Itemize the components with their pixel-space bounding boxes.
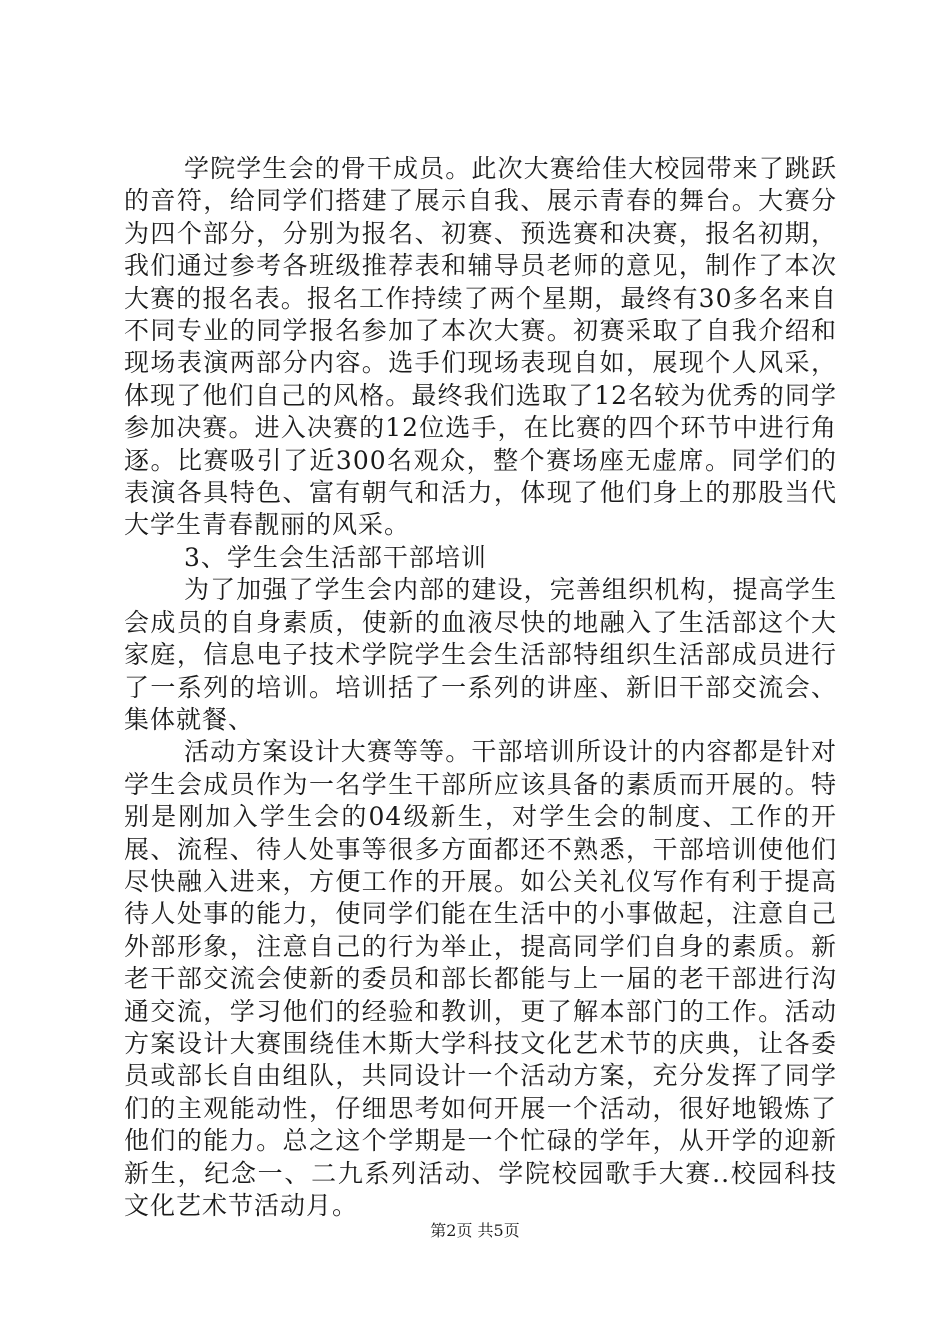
page-number-footer: 第2页 共5页 [430,1221,520,1240]
section-heading: 3、学生会生活部干部培训 [184,542,487,572]
paragraph: 活动方案设计大赛等等。干部培训所设计的内容都是针对学生会成员作为一名学生干部所应该具备的素质而开展的。特别是刚加入学生会的04级新生，对学生会的制度、工作的开展、流程、待人处事等很多方面都还不熟悉，干部培训使他们尽快融入进来，方便工作的开展。如公关礼仪写作有利于提高待人处事的能力，使同学们能在生活中的小事做起，注意自己外部形象，注意自己的行为举止，提高同学们自身的素质。新老干部交流会使新的委员和部长都能与上一届的老干部进行沟通交流，学习他们的经验和教训，更了解本部门的工作。活动方案设计大赛围绕佳木斯大学科技文化艺术节的庆典，让各委员或部长自由组队，共同设计一个活动方案，充分发挥了同学们的主观能动性，仔细思考如何开展一个活动，很好地锻炼了他们的能力。总之这个学期是一个忙碌的学年，从开学的迎新新生，纪念一、二九系列活动、学院校园歌手大赛..校园科技文化艺术节活动月。 [124,737,837,1220]
paragraph: 为了加强了学生会内部的建设，完善组织机构，提高学生会成员的自身素质，使新的血液尽快的地融入了生活部这个大家庭，信息电子技术学院学生会生活部特组织生活部成员进行了一系列的培训。培训括了一系列的讲座、新旧干部交流会、集体就餐、 [124,575,837,734]
paragraph: 学院学生会的骨干成员。此次大赛给佳大校园带来了跳跃的音符，给同学们搭建了展示自我、展示青春的舞台。大赛分为四个部分，分别为报名、初赛、预选赛和决赛，报名初期，我们通过参考各班级推荐表和辅导员老师的意见，制作了本次大赛的报名表。报名工作持续了两个星期，最终有30多名来自不同专业的同学报名参加了本次大赛。初赛采取了自我介绍和现场表演两部分内容。选手们现场表现自如，展现个人风采，体现了他们自己的风格。最终我们选取了12名较为优秀的同学参加决赛。进入决赛的12位选手，在比赛的四个环节中进行角逐。比赛吸引了近300名观众，整个赛场座无虚席。同学们的表演各具特色、富有朝气和活力，体现了他们身上的那股当代大学生青春靓丽的风采。 [124,154,837,540]
document-body [124,153,837,1222]
